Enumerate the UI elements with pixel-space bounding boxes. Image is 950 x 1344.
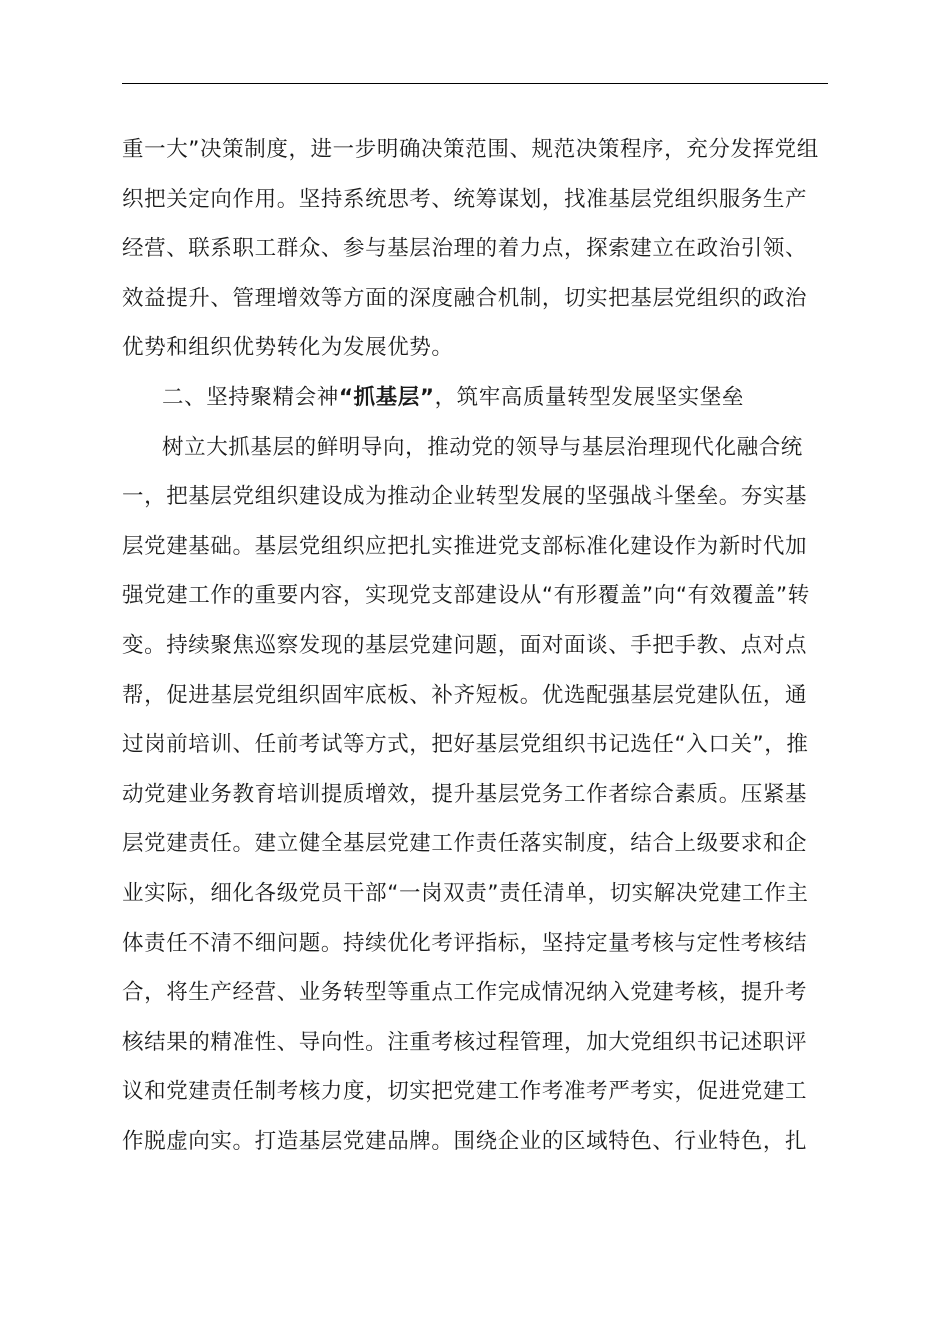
paragraph-1: [122, 125, 828, 373]
paragraph-line: 变。持续聚焦巡察发现的基层党建问题，面对面谈、手把手教、点对点: [122, 632, 808, 658]
paragraph-line: 重一大”决策制度，进一步明确决策范围、规范决策程序，充分发挥党组: [122, 137, 819, 162]
paragraph-line: 合，将生产经营、业务转型等重点工作完成情况纳入党建考核，提升考: [122, 980, 808, 1006]
section-heading-quoted: “抓基层”: [338, 384, 435, 410]
paragraph-line: 议和党建责任制考核力度，切实把党建工作考准考严考实，促进党建工: [122, 1079, 808, 1105]
paragraph-line: 体责任不清不细问题。持续优化考评指标，坚持定量考核与定性考核结: [122, 930, 808, 956]
paragraph-line: 经营、联系职工群众、参与基层治理的着力点，探索建立在政治引领、: [122, 236, 808, 262]
body-text: [122, 125, 828, 1166]
paragraph-line: 帮，促进基层党组织固牢底板、补齐短板。优选配强基层党建队伍，通: [122, 682, 808, 708]
paragraph-line: 业实际，细化各级党员干部“一岗双责”责任清单，切实解决党建工作主: [122, 880, 809, 906]
paragraph-line: 作脱虚向实。打造基层党建品牌。围绕企业的区域特色、行业特色，扎: [122, 1128, 808, 1154]
header-rule: [122, 83, 828, 84]
paragraph-line: 动党建业务教育培训提质增效，提升基层党务工作者综合素质。压紧基: [122, 781, 808, 807]
paragraph-line: 织把关定向作用。坚持系统思考、统筹谋划，找准基层党组织服务生产: [122, 186, 808, 212]
paragraph-line: 层党建责任。建立健全基层党建工作责任落实制度，结合上级要求和企: [122, 831, 808, 857]
paragraph-line: 效益提升、管理增效等方面的深度融合机制，切实把基层党组织的政治: [122, 285, 808, 311]
paragraph-line: 强党建工作的重要内容，实现党支部建设从“有形覆盖”向“有效覆盖”转: [122, 583, 810, 609]
paragraph-line: 优势和组织优势转化为发展优势。: [122, 335, 454, 361]
paragraph-2: [122, 423, 828, 1167]
paragraph-line: 树立大抓基层的鲜明导向，推动党的领导与基层治理现代化融合统: [162, 434, 803, 460]
section-heading: [122, 373, 828, 423]
section-heading-prefix: 二、坚持聚精会神: [162, 384, 339, 410]
paragraph-line: 过岗前培训、任前考试等方式，把好基层党组织书记选任“入口关”，推: [122, 732, 809, 758]
paragraph-line: 层党建基础。基层党组织应把扎实推进党支部标准化建设作为新时代加: [122, 533, 808, 559]
section-heading-suffix: ，筑牢高质量转型发展坚实堡垒: [434, 384, 744, 410]
paragraph-line: 核结果的精准性、导向性。注重考核过程管理，加大党组织书记述职评: [122, 1029, 808, 1055]
paragraph-line: 一，把基层党组织建设成为推动企业转型发展的坚强战斗堡垒。夯实基: [122, 484, 808, 510]
